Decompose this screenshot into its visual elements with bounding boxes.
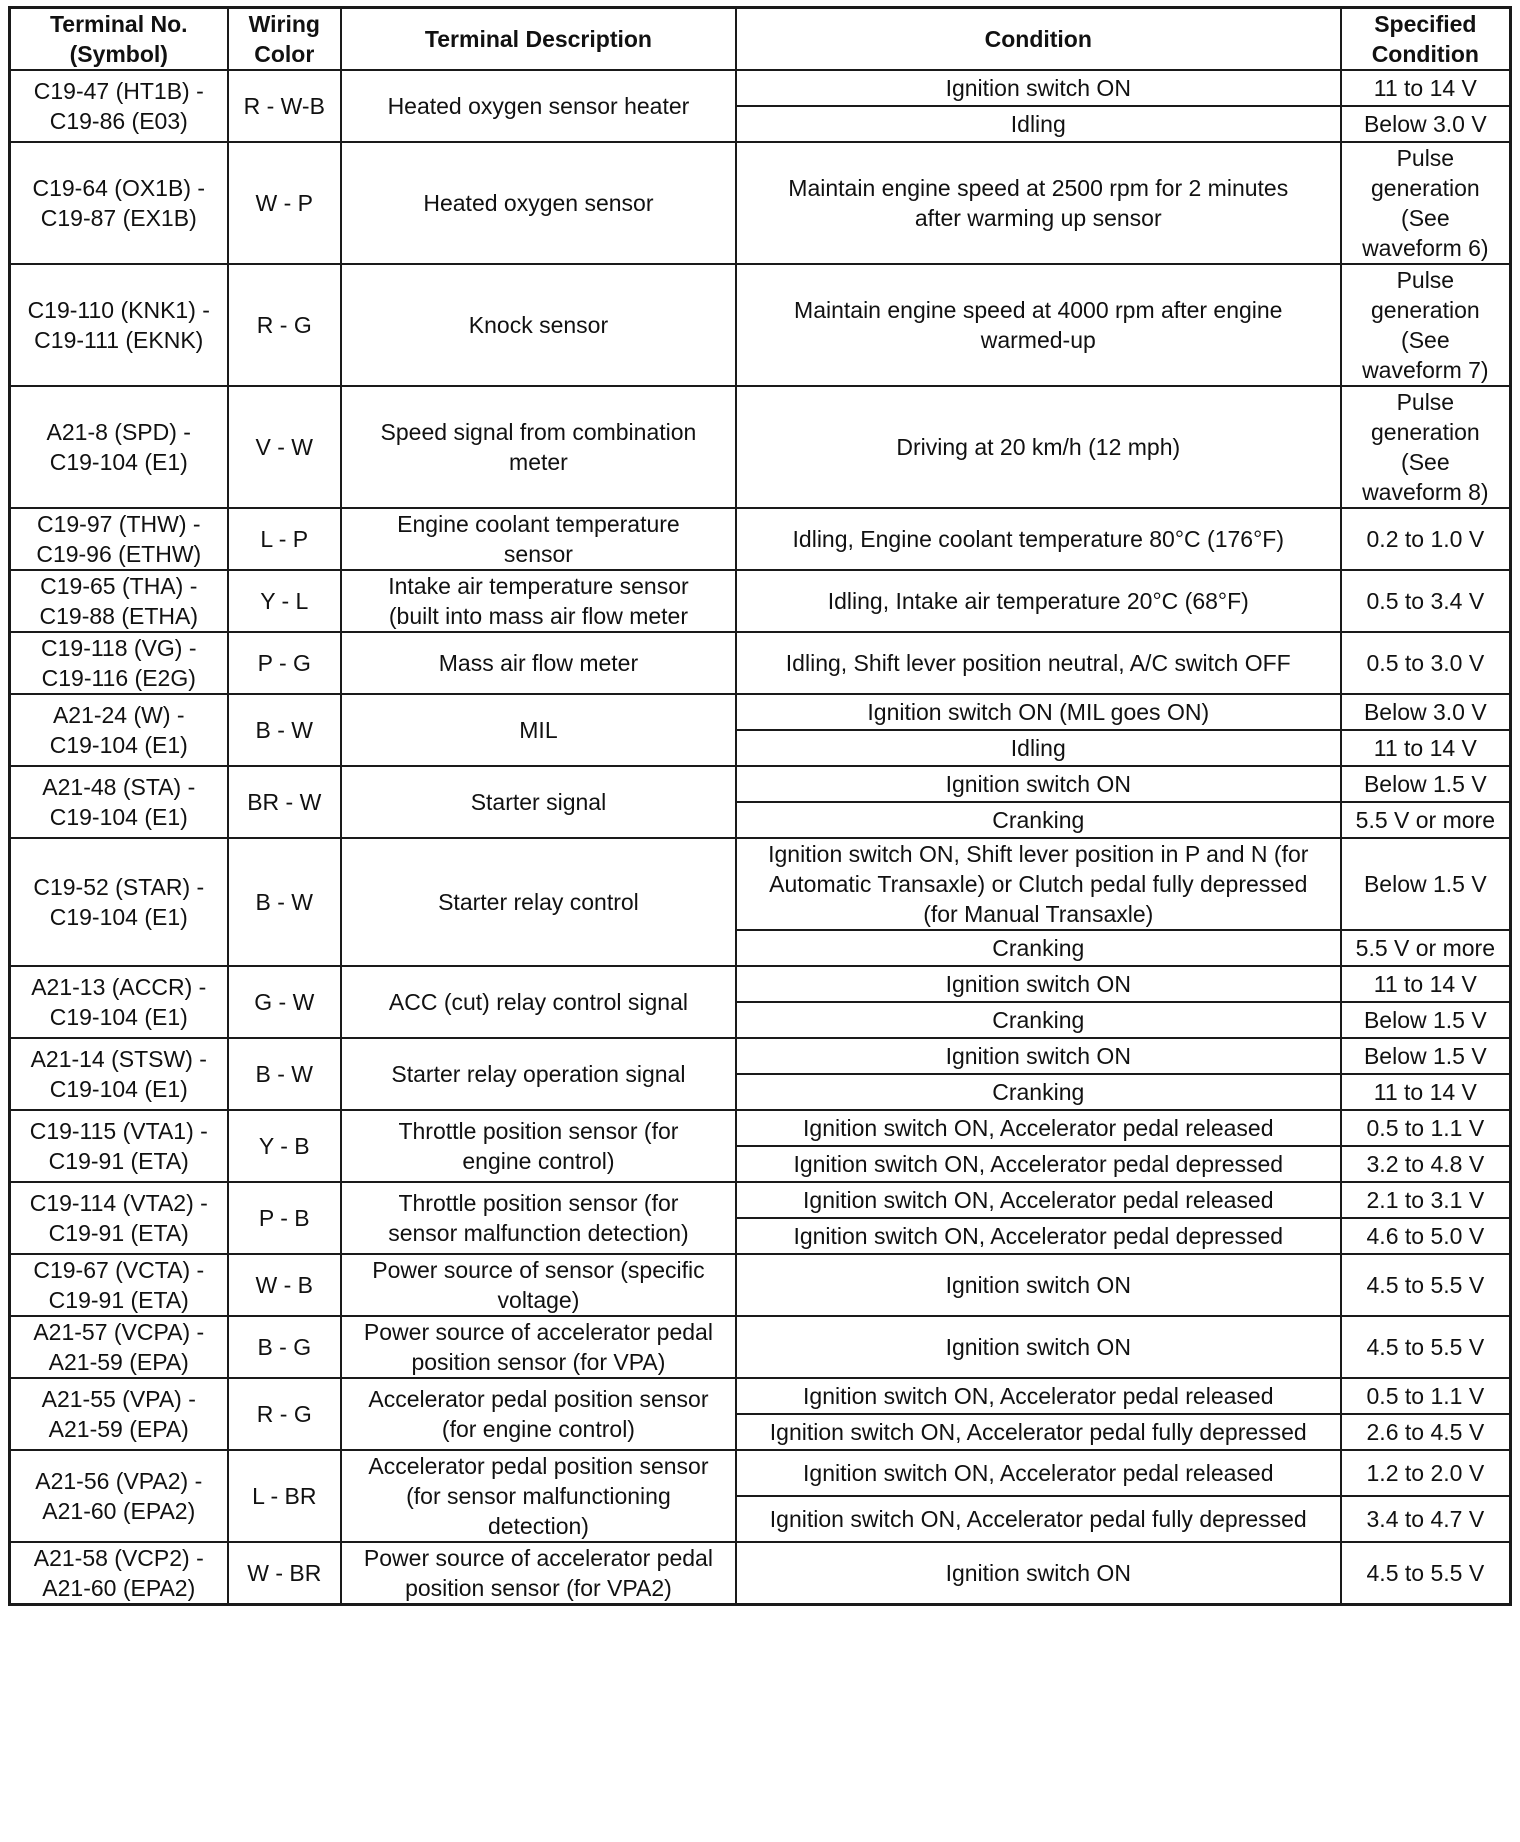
description-cell: ACC (cut) relay control signal [341,966,736,1038]
terminal-cell: C19-114 (VTA2) - C19-91 (ETA) [10,1182,228,1254]
terminal-cell: A21-55 (VPA) - A21-59 (EPA) [10,1378,228,1450]
description-cell: Starter relay control [341,838,736,966]
table-header-row [10,8,1511,71]
table-row [10,632,1511,694]
wiring-color-cell: Y - L [228,570,342,632]
condition-cell: Ignition switch ON [736,1316,1341,1378]
condition-cell: Idling, Shift lever position neutral, A/C switch OFF [736,632,1341,694]
wiring-color-cell: B - W [228,694,342,766]
specified-condition-cell: 5.5 V or more [1341,802,1511,838]
wiring-color-cell: L - BR [228,1450,342,1542]
specified-condition-cell: 4.5 to 5.5 V [1341,1254,1511,1316]
specified-condition-cell: 5.5 V or more [1341,930,1511,966]
terminal-cell: C19-67 (VCTA) - C19-91 (ETA) [10,1254,228,1316]
specified-condition-cell: Below 3.0 V [1341,106,1511,142]
specified-condition-cell: 4.6 to 5.0 V [1341,1218,1511,1254]
terminal-cell: C19-52 (STAR) - C19-104 (E1) [10,838,228,966]
description-cell: Power source of accelerator pedal position sensor (for VPA2) [341,1542,736,1605]
wiring-color-cell: W - B [228,1254,342,1316]
specified-condition-cell: 11 to 14 V [1341,966,1511,1002]
description-cell: MIL [341,694,736,766]
condition-cell: Ignition switch ON [736,766,1341,802]
condition-cell: Driving at 20 km/h (12 mph) [736,386,1341,508]
specified-condition-cell: Pulse generation (See waveform 7) [1341,264,1511,386]
terminal-cell: C19-64 (OX1B) - C19-87 (EX1B) [10,142,228,264]
specified-condition-cell: 11 to 14 V [1341,730,1511,766]
specified-condition-cell: 3.4 to 4.7 V [1341,1496,1511,1542]
header-terminal: Terminal No. (Symbol) [10,8,228,71]
header-specified-condition: Specified Condition [1341,8,1511,71]
condition-cell: Idling, Intake air temperature 20°C (68°F) [736,570,1341,632]
terminal-cell: A21-13 (ACCR) - C19-104 (E1) [10,966,228,1038]
table-row [10,1450,1511,1496]
table-row [10,508,1511,570]
specified-condition-cell: 0.5 to 3.4 V [1341,570,1511,632]
description-cell: Accelerator pedal position sensor (for engine control) [341,1378,736,1450]
condition-cell: Ignition switch ON, Accelerator pedal depressed [736,1218,1341,1254]
description-cell: Knock sensor [341,264,736,386]
wiring-color-cell: R - G [228,264,342,386]
table-row [10,264,1511,386]
specified-condition-cell: 2.1 to 3.1 V [1341,1182,1511,1218]
table-row [10,1316,1511,1378]
wiring-color-cell: W - BR [228,1542,342,1605]
specified-condition-cell: 0.5 to 3.0 V [1341,632,1511,694]
condition-cell: Ignition switch ON, Accelerator pedal fully depressed [736,1414,1341,1450]
terminal-cell: A21-24 (W) - C19-104 (E1) [10,694,228,766]
header-terminal-description: Terminal Description [341,8,736,71]
condition-cell: Idling [736,730,1341,766]
table-row [10,1542,1511,1605]
wiring-color-cell: Y - B [228,1110,342,1182]
header-wiring-color: Wiring Color [228,8,342,71]
wiring-color-cell: P - G [228,632,342,694]
specified-condition-cell: 11 to 14 V [1341,1074,1511,1110]
condition-cell: Ignition switch ON [736,70,1341,106]
table-row [10,1110,1511,1146]
terminal-cell: A21-56 (VPA2) - A21-60 (EPA2) [10,1450,228,1542]
condition-cell: Maintain engine speed at 2500 rpm for 2 minutes after warming up sensor [736,142,1341,264]
description-cell: Starter signal [341,766,736,838]
description-cell: Mass air flow meter [341,632,736,694]
terminal-cell: A21-14 (STSW) - C19-104 (E1) [10,1038,228,1110]
table-row [10,142,1511,264]
table-body [10,70,1511,1605]
specified-condition-cell: Below 1.5 V [1341,1038,1511,1074]
description-cell: Heated oxygen sensor [341,142,736,264]
header-condition: Condition [736,8,1341,71]
description-cell: Throttle position sensor (for sensor malfunction detection) [341,1182,736,1254]
terminal-cell: C19-97 (THW) - C19-96 (ETHW) [10,508,228,570]
wiring-color-cell: V - W [228,386,342,508]
condition-cell: Ignition switch ON, Accelerator pedal released [736,1110,1341,1146]
specified-condition-cell: 1.2 to 2.0 V [1341,1450,1511,1496]
condition-cell: Maintain engine speed at 4000 rpm after engine warmed-up [736,264,1341,386]
specified-condition-cell: 3.2 to 4.8 V [1341,1146,1511,1182]
condition-cell: Ignition switch ON, Shift lever position in P and N (for Automatic Transaxle) or Clutch pedal fully depressed (for Manual Transaxle) [736,838,1341,930]
specified-condition-cell: Below 3.0 V [1341,694,1511,730]
condition-cell: Ignition switch ON [736,966,1341,1002]
description-cell: Engine coolant temperature sensor [341,508,736,570]
condition-cell: Idling [736,106,1341,142]
wiring-color-cell: W - P [228,142,342,264]
specified-condition-cell: 0.2 to 1.0 V [1341,508,1511,570]
description-cell: Intake air temperature sensor (built into mass air flow meter [341,570,736,632]
condition-cell: Cranking [736,1002,1341,1038]
table-row [10,1378,1511,1414]
table-row [10,1182,1511,1218]
wiring-color-cell: R - W-B [228,70,342,142]
terminal-cell: C19-118 (VG) - C19-116 (E2G) [10,632,228,694]
wiring-color-cell: B - W [228,838,342,966]
condition-cell: Cranking [736,802,1341,838]
ecu-terminal-spec-table [8,6,1512,1606]
specified-condition-cell: 0.5 to 1.1 V [1341,1378,1511,1414]
description-cell: Starter relay operation signal [341,1038,736,1110]
specified-condition-cell: Pulse generation (See waveform 8) [1341,386,1511,508]
terminal-cell: C19-65 (THA) - C19-88 (ETHA) [10,570,228,632]
description-cell: Speed signal from combination meter [341,386,736,508]
wiring-color-cell: P - B [228,1182,342,1254]
condition-cell: Ignition switch ON [736,1254,1341,1316]
table-row [10,694,1511,730]
specified-condition-cell: Below 1.5 V [1341,838,1511,930]
table-row [10,766,1511,802]
description-cell: Power source of sensor (specific voltage) [341,1254,736,1316]
condition-cell: Idling, Engine coolant temperature 80°C (176°F) [736,508,1341,570]
condition-cell: Cranking [736,930,1341,966]
condition-cell: Ignition switch ON, Accelerator pedal released [736,1378,1341,1414]
terminal-cell: C19-110 (KNK1) - C19-111 (EKNK) [10,264,228,386]
condition-cell: Ignition switch ON [736,1542,1341,1605]
wiring-color-cell: R - G [228,1378,342,1450]
specified-condition-cell: 4.5 to 5.5 V [1341,1316,1511,1378]
terminal-cell: A21-8 (SPD) - C19-104 (E1) [10,386,228,508]
specified-condition-cell: Below 1.5 V [1341,766,1511,802]
table-row [10,1038,1511,1074]
table-row [10,386,1511,508]
wiring-color-cell: BR - W [228,766,342,838]
description-cell: Accelerator pedal position sensor (for sensor malfunctioning detection) [341,1450,736,1542]
specified-condition-cell: Below 1.5 V [1341,1002,1511,1038]
specified-condition-cell: Pulse generation (See waveform 6) [1341,142,1511,264]
terminal-cell: A21-48 (STA) - C19-104 (E1) [10,766,228,838]
wiring-color-cell: L - P [228,508,342,570]
specified-condition-cell: 4.5 to 5.5 V [1341,1542,1511,1605]
specified-condition-cell: 0.5 to 1.1 V [1341,1110,1511,1146]
table-row [10,966,1511,1002]
condition-cell: Ignition switch ON [736,1038,1341,1074]
terminal-cell: A21-57 (VCPA) - A21-59 (EPA) [10,1316,228,1378]
description-cell: Throttle position sensor (for engine control) [341,1110,736,1182]
table-row [10,838,1511,930]
condition-cell: Ignition switch ON, Accelerator pedal depressed [736,1146,1341,1182]
specified-condition-cell: 11 to 14 V [1341,70,1511,106]
wiring-color-cell: G - W [228,966,342,1038]
terminal-cell: C19-47 (HT1B) - C19-86 (E03) [10,70,228,142]
condition-cell: Ignition switch ON, Accelerator pedal released [736,1450,1341,1496]
table-row [10,1254,1511,1316]
description-cell: Power source of accelerator pedal position sensor (for VPA) [341,1316,736,1378]
condition-cell: Cranking [736,1074,1341,1110]
table-row [10,70,1511,106]
ecu-terminal-table-container [8,6,1512,1606]
condition-cell: Ignition switch ON (MIL goes ON) [736,694,1341,730]
specified-condition-cell: 2.6 to 4.5 V [1341,1414,1511,1450]
table-row [10,570,1511,632]
wiring-color-cell: B - G [228,1316,342,1378]
condition-cell: Ignition switch ON, Accelerator pedal fully depressed [736,1496,1341,1542]
terminal-cell: C19-115 (VTA1) - C19-91 (ETA) [10,1110,228,1182]
terminal-cell: A21-58 (VCP2) - A21-60 (EPA2) [10,1542,228,1605]
wiring-color-cell: B - W [228,1038,342,1110]
condition-cell: Ignition switch ON, Accelerator pedal released [736,1182,1341,1218]
description-cell: Heated oxygen sensor heater [341,70,736,142]
